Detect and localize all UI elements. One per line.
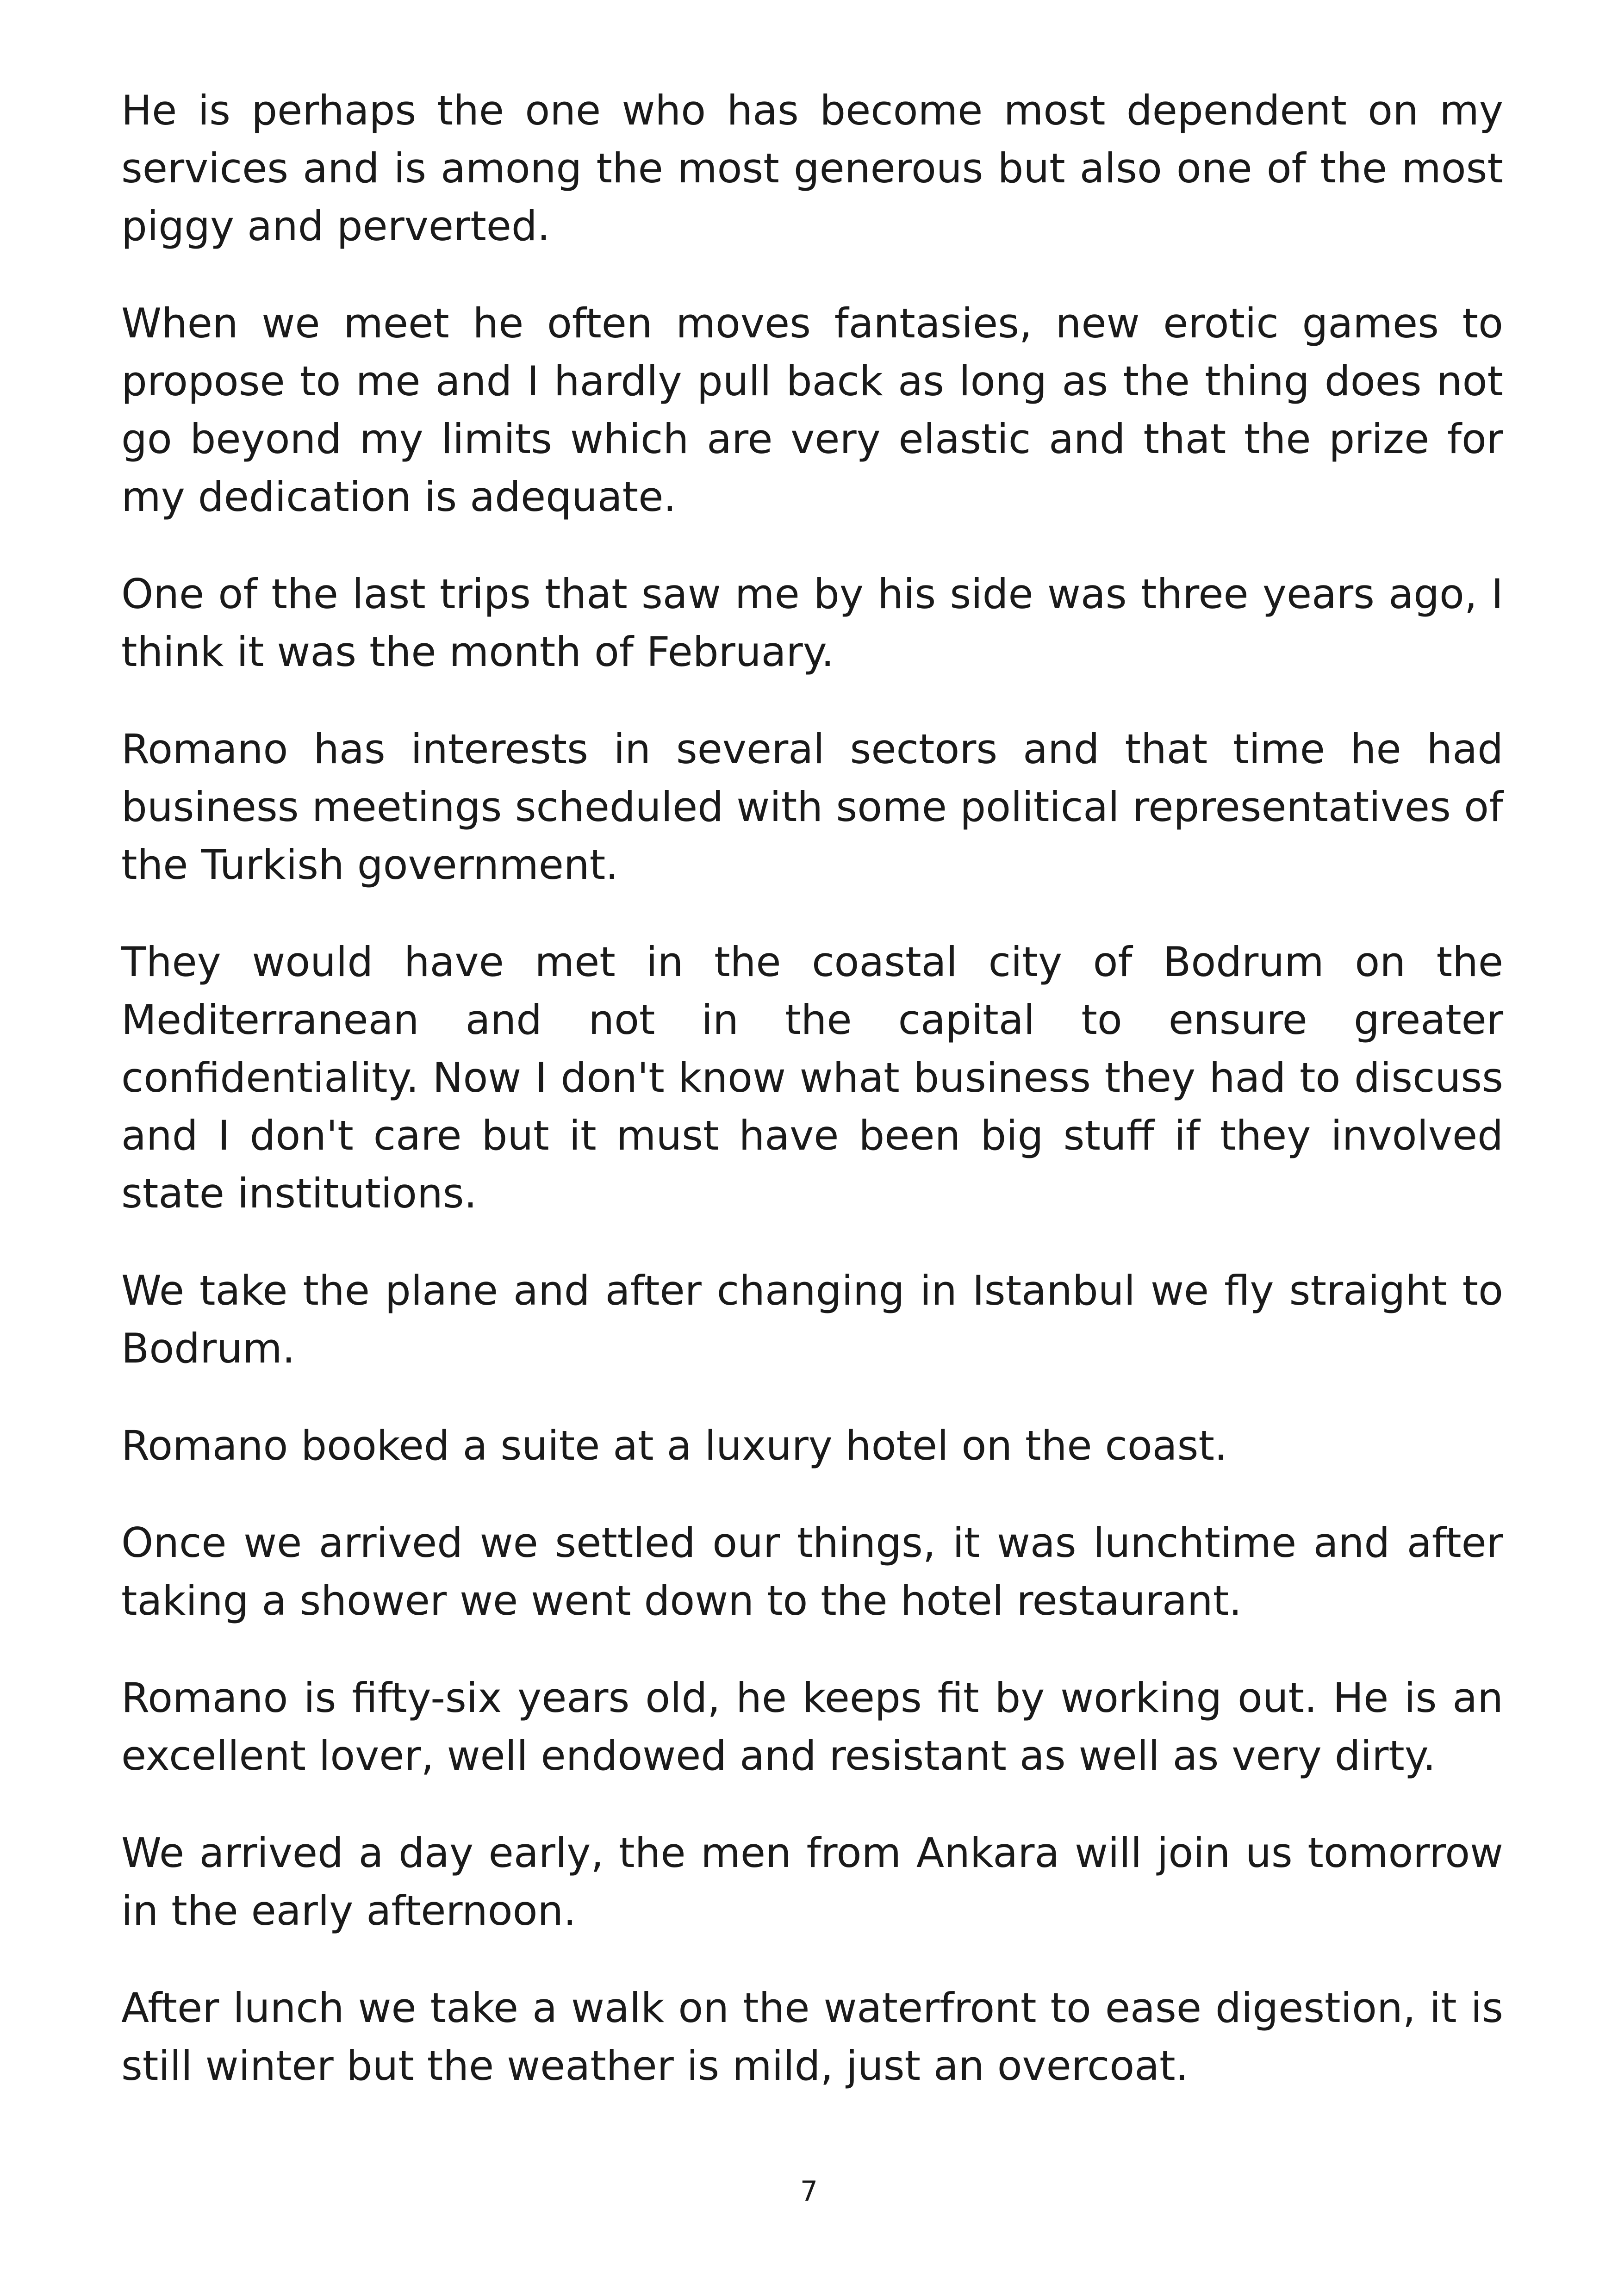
paragraph-5: They would have met in the coastal city of Bodrum on the Mediterranean and not in the capital to ensure greater confidentiality. Now I don't know what business they had to discuss and I don't care but it must have been big stuff if they involved state institutions. (121, 938, 1503, 1217)
paragraph-2: When we meet he often moves fantasies, new erotic games to propose to me and I hardly pull back as long as the thing does not go beyond my limits which are very elastic and that the prize for my dedication is adequate. (121, 299, 1503, 521)
paragraph-6: We take the plane and after changing in Istanbul we fly straight to Bodrum. (121, 1267, 1503, 1372)
paragraph-7: Romano booked a suite at a luxury hotel on the coast. (121, 1422, 1227, 1469)
paragraph-10: We arrived a day early, the men from Ankara will join us tomorrow in the early afternoon. (121, 1829, 1503, 1935)
paragraph-8: Once we arrived we settled our things, it was lunchtime and after taking a shower we went down to the hotel restaurant. (121, 1519, 1503, 1624)
paragraph-3: One of the last trips that saw me by his side was three years ago, I think it was the month of February. (121, 570, 1503, 676)
paragraph-4: Romano has interests in several sectors and that time he had business meetings scheduled with some political representatives of the Turkish government. (121, 725, 1503, 889)
paragraph-1: He is perhaps the one who has become most dependent on my services and is among the most generous but also one of the most piggy and perverted. (121, 87, 1503, 250)
page-body (121, 81, 1503, 2134)
page-number: 7 (800, 2175, 818, 2208)
paragraph-9: Romano is fifty-six years old, he keeps fit by working out. He is an excellent lover, well endowed and resistant as well as very dirty. (121, 1674, 1503, 1780)
paragraph-11: After lunch we take a walk on the waterfront to ease digestion, it is still winter but the weather is mild, just an overcoat. (121, 1984, 1503, 2090)
